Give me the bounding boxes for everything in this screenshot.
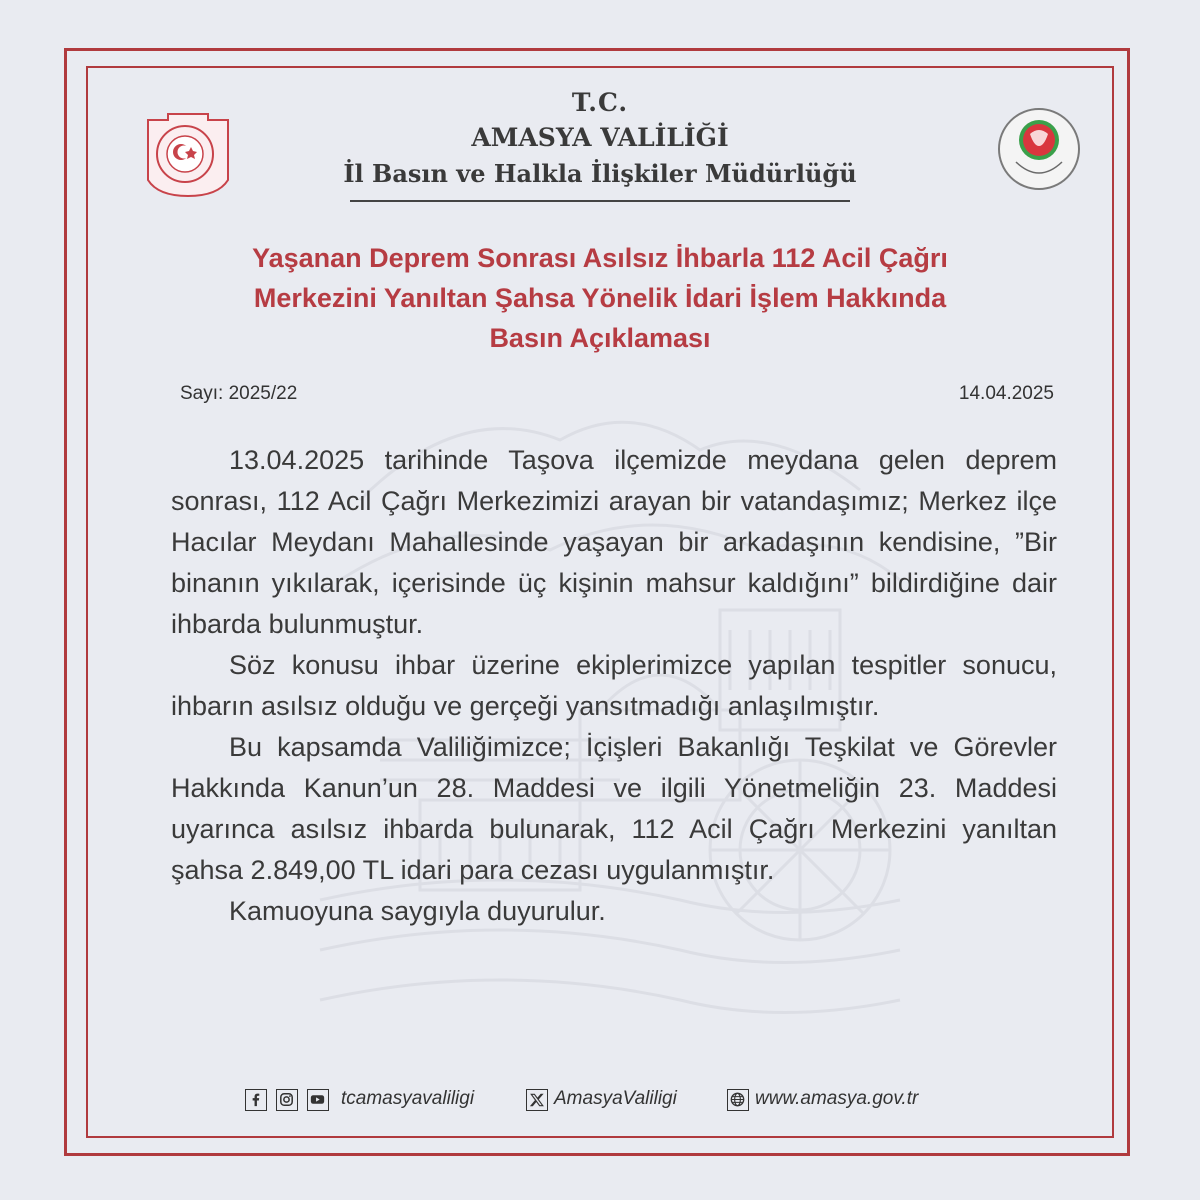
- header-divider: [350, 200, 850, 202]
- paragraph-2: Söz konusu ihbar üzerine ekiplerimizce yapılan tespitler sonucu, ihbarın asılsız olduğu ve gerçeği yansıtmadığı anlaşılmıştır.: [171, 650, 1057, 721]
- press-release-body: [171, 440, 1057, 932]
- paragraph-3: Bu kapsamda Valiliğimizce; İçişleri Bakanlığı Teşkilat ve Görevler Hakkında Kanun’un 28. Maddesi ve ilgili Yönetmeliğin 23. Maddesi uyarınca asılsız ihbarda bulunarak, 112 Acil Çağrı Merkezini yanıltan şahsa 2.849,00 TL idari para cezası uygulanmıştır.: [171, 732, 1057, 885]
- amasya-governorship-logo: [994, 104, 1084, 194]
- instagram-icon[interactable]: [276, 1089, 298, 1111]
- document-date: 14.04.2025: [958, 383, 1054, 404]
- facebook-icon[interactable]: [245, 1089, 267, 1111]
- title-line-3: Basın Açıklaması: [489, 323, 711, 353]
- press-release-title: [120, 238, 1080, 358]
- letterhead: [200, 86, 1000, 192]
- header-department: İl Basın ve Halkla İlişkiler Müdürlüğü: [343, 159, 857, 188]
- social-handle-link[interactable]: tcamasyavaliligi: [341, 1088, 475, 1109]
- x-handle-link[interactable]: AmasyaValiligi: [554, 1088, 677, 1109]
- header-governorship: AMASYA VALİLİĞİ: [471, 123, 729, 152]
- footer-social-links: [245, 1087, 965, 1117]
- x-icon[interactable]: [526, 1089, 548, 1111]
- globe-icon[interactable]: [727, 1089, 749, 1111]
- document-number: Sayı: 2025/22: [180, 383, 298, 404]
- header-tc: T.C.: [571, 88, 629, 117]
- paragraph-1: 13.04.2025 tarihinde Taşova ilçemizde meydana gelen deprem sonrası, 112 Acil Çağrı Merkezimizi arayan bir vatandaşımız; Merkez ilçe Hacılar Meydanı Mahallesinde yaşayan bir arkadaşının kendisine, ”Bir binanın yıkılarak, içerisinde üç kişinin mahsur kaldığını” bildirdiğine dair ihbarda bulunmuştur.: [171, 445, 1057, 639]
- title-line-1: Yaşanan Deprem Sonrası Asılsız İhbarla 112 Acil Çağrı: [252, 243, 948, 273]
- youtube-icon[interactable]: [307, 1089, 329, 1111]
- website-link[interactable]: www.amasya.gov.tr: [755, 1088, 919, 1109]
- title-line-2: Merkezini Yanıltan Şahsa Yönelik İdari İşlem Hakkında: [253, 283, 947, 313]
- paragraph-4: Kamuoyuna saygıyla duyurulur.: [229, 896, 606, 926]
